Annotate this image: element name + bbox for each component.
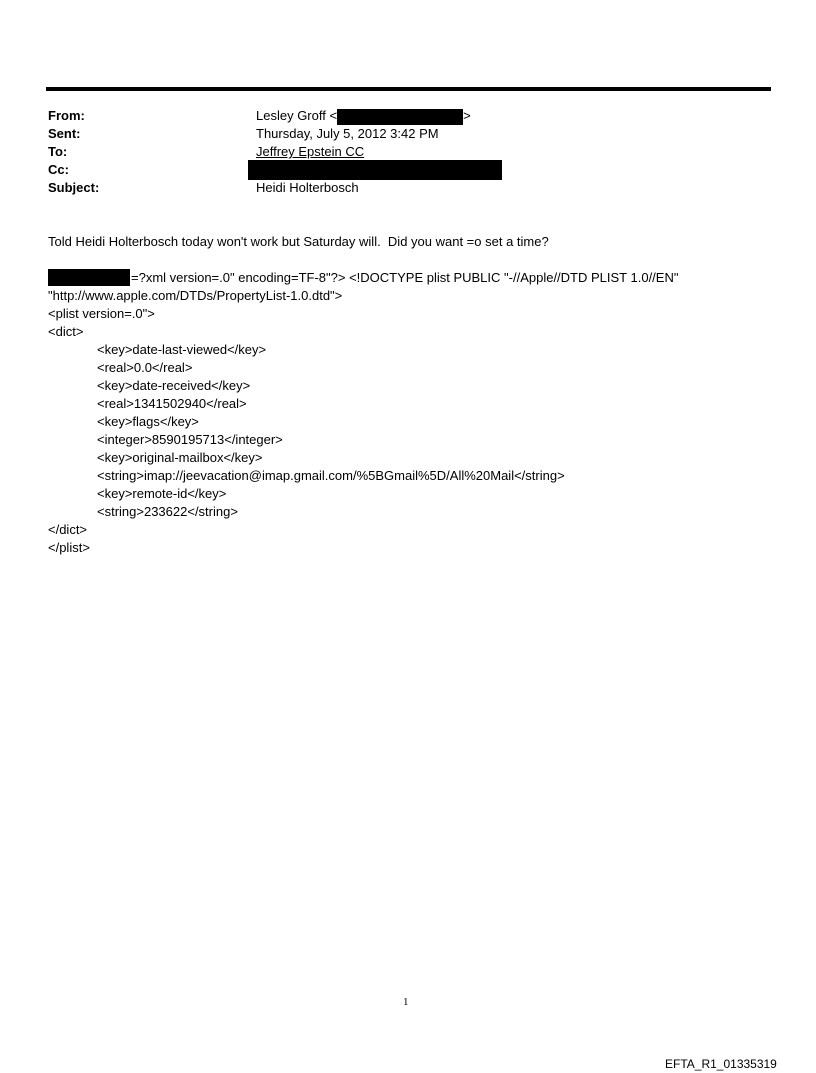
dict-entry: <real>0.0</real> (97, 360, 193, 375)
from-value-prefix: Lesley Groff < (256, 108, 338, 123)
page-number: 1 (403, 996, 409, 1008)
dict-entry: <key>original-mailbox</key> (97, 450, 263, 465)
dict-entry: <key>flags</key> (97, 414, 199, 429)
dict-open: <dict> (48, 324, 84, 339)
dict-entry: <key>date-last-viewed</key> (97, 342, 267, 357)
from-value (256, 108, 471, 125)
dict-entry: <key>date-received</key> (97, 378, 251, 393)
from-value-suffix: > (463, 108, 471, 123)
dict-entry: <integer>8590195713</integer> (97, 432, 283, 447)
sent-label: Sent: (48, 126, 81, 141)
from-label: From: (48, 108, 85, 123)
subject-value: Heidi Holterbosch (256, 180, 359, 195)
plist-open: <plist version=.0"> (48, 306, 155, 321)
dict-entry: <key>remote-id</key> (97, 486, 227, 501)
dict-entry: <real>1341502940</real> (97, 396, 247, 411)
message-text: Told Heidi Holterbosch today won't work but Saturday will. Did you want =o set a time? (48, 234, 549, 249)
sent-value: Thursday, July 5, 2012 3:42 PM (256, 126, 439, 141)
bates-number: EFTA_R1_01335319 (665, 1057, 777, 1071)
xml-line-2: "http://www.apple.com/DTDs/PropertyList-1.0.dtd"> (48, 288, 343, 303)
redaction-box (337, 109, 463, 125)
cc-redaction-box (248, 160, 502, 180)
top-rule (46, 87, 771, 91)
dict-entry: <string>imap://jeevacation@imap.gmail.com/%5BGmail%5D/All%20Mail</string> (97, 468, 565, 483)
cc-label: Cc: (48, 162, 69, 177)
to-value: Jeffrey Epstein CC (256, 144, 365, 159)
to-label: To: (48, 144, 68, 159)
dict-entry: <string>233622</string> (97, 504, 238, 519)
dict-close: </dict> (48, 522, 88, 537)
subject-label: Subject: (48, 180, 100, 195)
xml-line-1: =?xml version=.0" encoding=TF-8"?> <!DOCTYPE plist PUBLIC "-//Apple//DTD PLIST 1.0//EN" (131, 270, 679, 285)
plist-close: </plist> (48, 540, 90, 555)
xml-redaction-box (48, 269, 130, 286)
